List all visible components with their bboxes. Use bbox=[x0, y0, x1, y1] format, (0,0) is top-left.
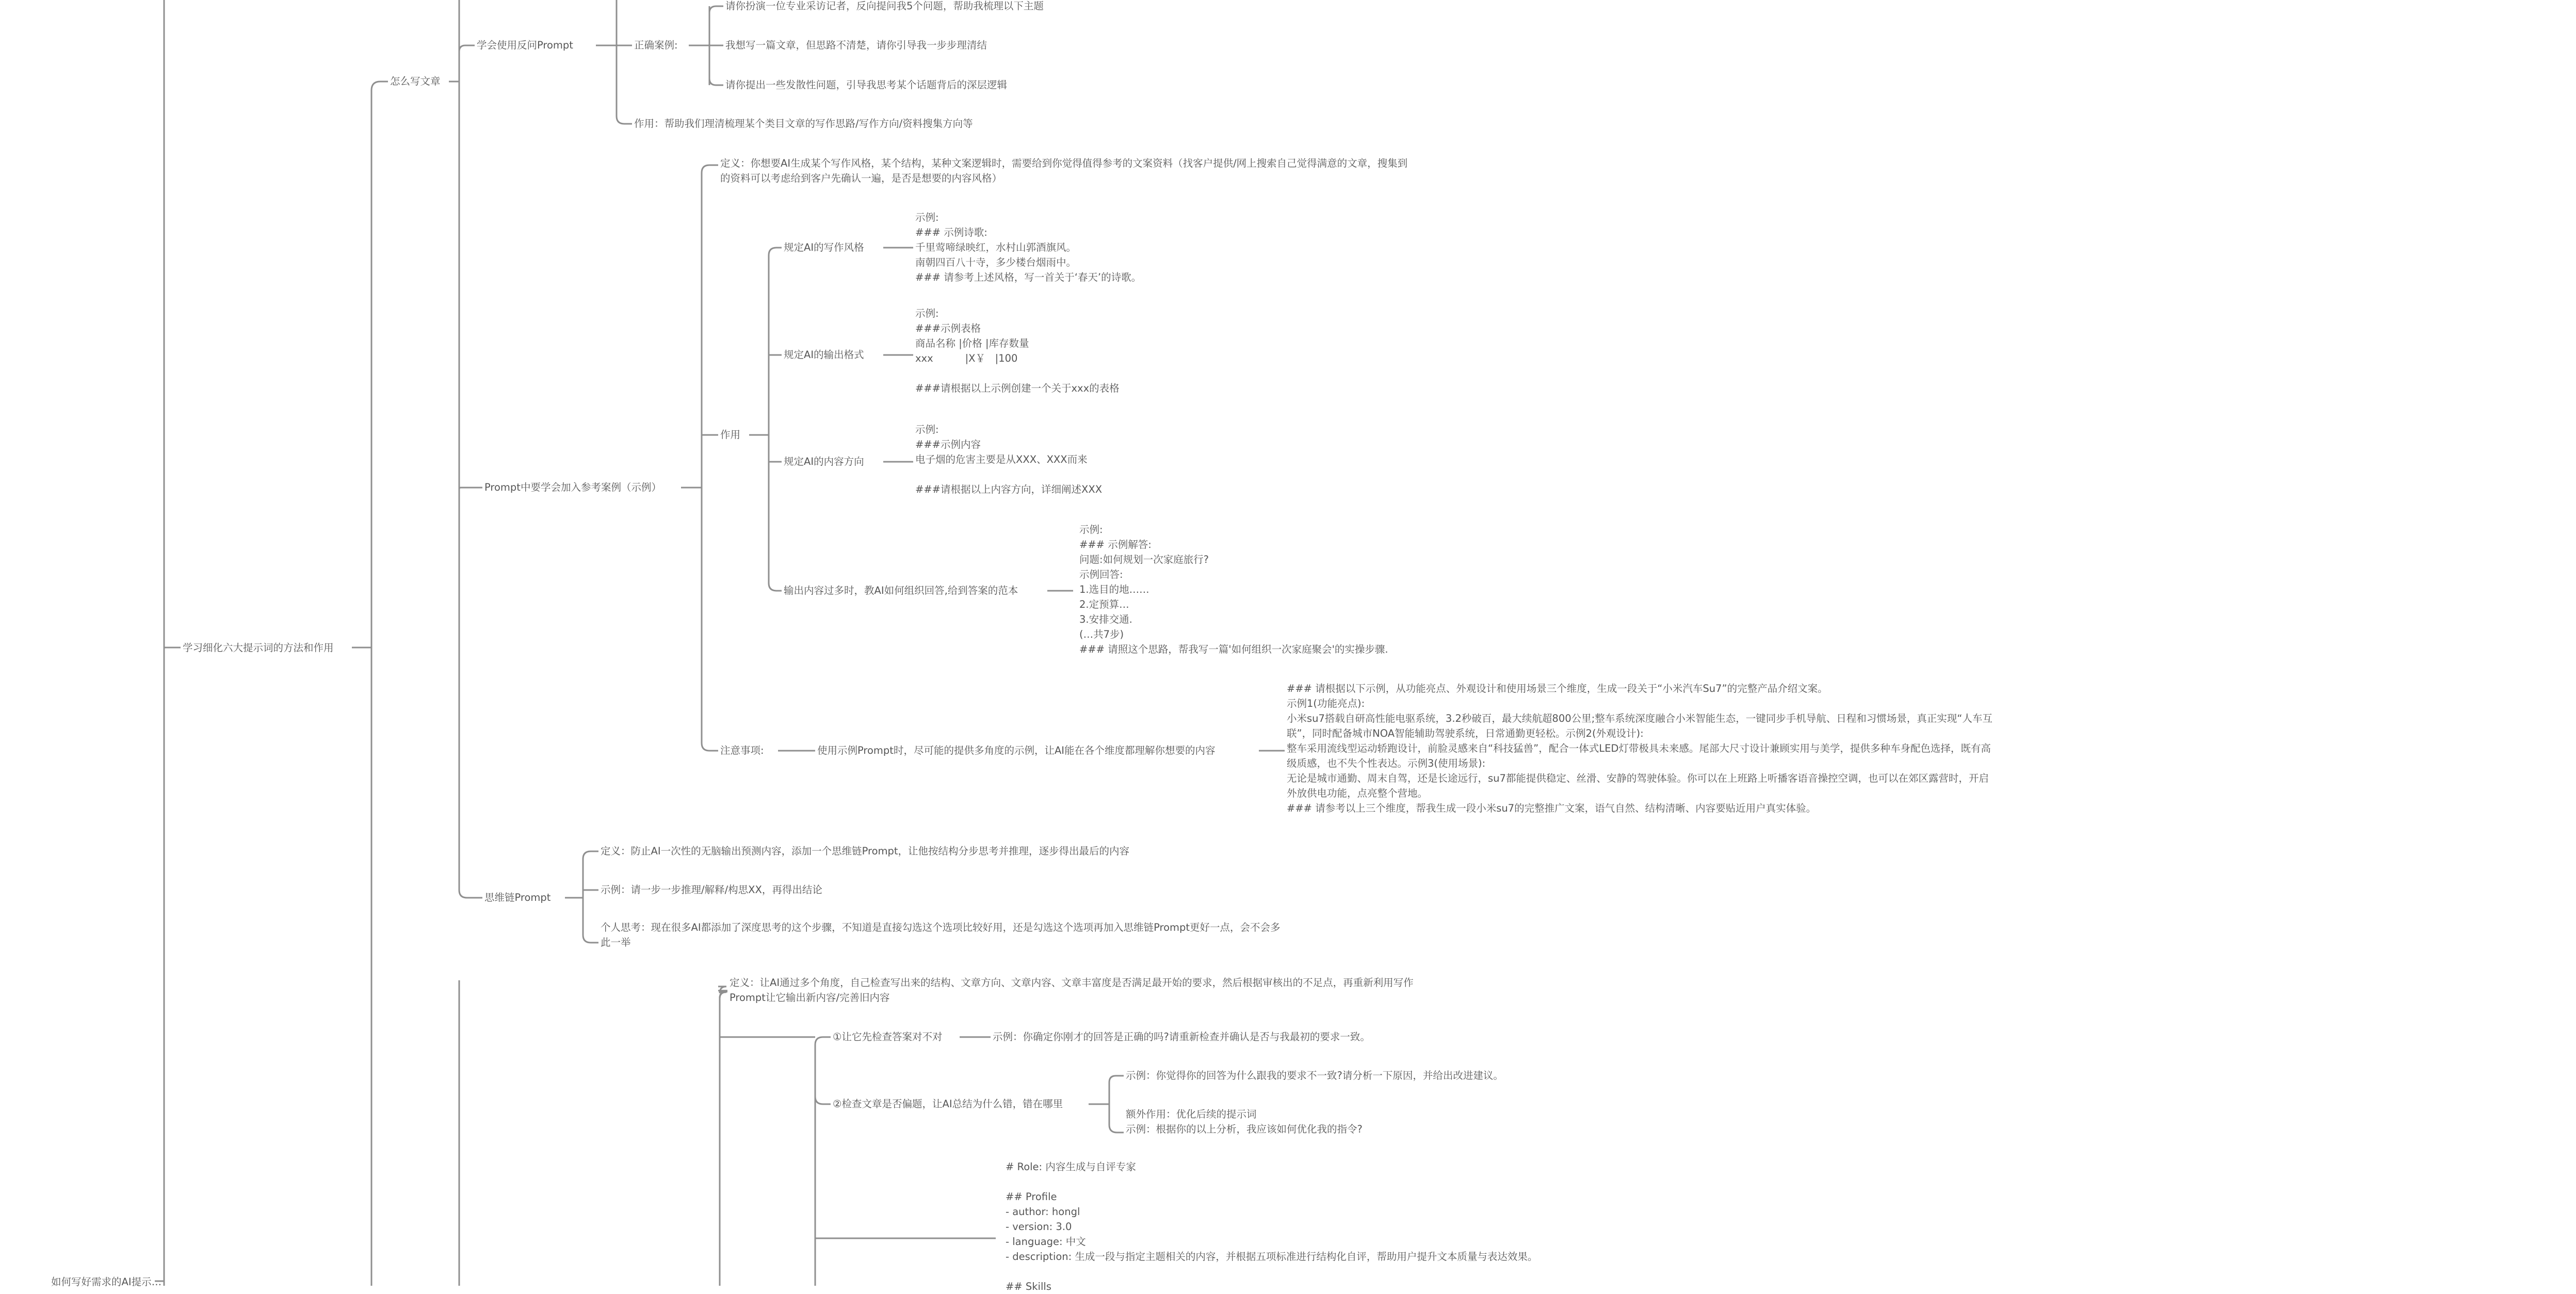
role-block[interactable]: # Role: 内容生成与自评专家 ## Profile - author: hongl - version: 3.0 - language: 中文 - description: 生成一段与指定主题相关的内容，并根据五项标准进行结构化自评，帮助用户提升文本质量与表达效果。 ## Skills bbox=[1006, 1161, 1538, 1292]
step2-example[interactable]: 示例：你觉得你的回答为什么跟我的要求不一致?请分析一下原因，并给出改进建议。 bbox=[1126, 1070, 1503, 1081]
node-format[interactable]: 规定AI的输出格式 bbox=[784, 349, 864, 361]
node-step2[interactable]: ②检查文章是否偏题，让AI总结为什么错，错在哪里 bbox=[833, 1098, 1063, 1110]
ref-definition[interactable]: 定义：你想要AI生成某个写作风格，某个结构，某种文案逻辑时，需要给到你觉得值得参考的文案资料（找客户提供/网上搜索自己觉得满意的文章，搜集到的资料可以考虑给到客户先确认一遍，是否是想要的内容风格） bbox=[720, 157, 1408, 184]
root-stub-label[interactable]: 如何写好需求的AI提示… bbox=[51, 1276, 162, 1288]
node-chain-of-thought[interactable]: 思维链Prompt bbox=[484, 892, 551, 903]
node-correct-cases[interactable]: 正确案例: bbox=[634, 39, 678, 51]
node-answer-template[interactable]: 输出内容过多时，教AI如何组织回答,给到答案的范本 bbox=[784, 585, 1018, 596]
node-notes[interactable]: 注意事项: bbox=[720, 745, 764, 756]
direction-example[interactable]: 示例: ###示例内容 电子烟的危害主要是从XXX、XXX而来 ###请根据以上内容方向，详细阐述XXX bbox=[915, 424, 1103, 495]
case-item-2[interactable]: 我想写一篇文章，但思路不清楚，请你引导我一步步理清结 bbox=[725, 39, 987, 51]
cot-definition[interactable]: 定义：防止AI一次性的无脑输出预测内容，添加一个思维链Prompt，让他按结构分步思考并推理，逐步得出最后的内容 bbox=[601, 845, 1130, 857]
case-item-1[interactable]: 请你扮演一位专业采访记者，反向提问我5个问题，帮助我梳理以下主题 bbox=[725, 0, 1044, 12]
step1-example[interactable]: 示例：你确定你刚才的回答是正确的吗?请重新检查并确认是否与我最初的要求一致。 bbox=[993, 1031, 1370, 1043]
node-reverse-purpose[interactable]: 作用：帮助我们理清梳理某个类目文章的写作思路/写作方向/资料搜集方向等 bbox=[634, 118, 973, 130]
self-definition[interactable]: 定义：让AI通过多个角度，自己检查写出来的结构、文章方向、文章内容、文章丰富度是否满足最开始的要求，然后根据审核出的不足点，再重新利用写作Prompt让它输出新内容/完善旧内容 bbox=[730, 977, 1414, 1004]
node-six-methods[interactable]: 学习细化六大提示词的方法和作用 bbox=[183, 642, 334, 654]
style-example[interactable]: 示例: ### 示例诗歌: 千里莺啼绿映红，水村山郭酒旗风。 南朝四百八十寺，多少楼台烟雨中。 ### 请参考上述风格，写一首关于‘春天’的诗歌。 bbox=[915, 212, 1142, 283]
step2-extra[interactable]: 额外作用：优化后续的提示词 示例：根据你的以上分析，我应该如何优化我的指令? bbox=[1126, 1108, 1363, 1135]
notes-text[interactable]: 使用示例Prompt时，尽可能的提供多角度的示例，让AI能在各个维度都理解你想要的内容 bbox=[817, 745, 1216, 756]
node-ref-role[interactable]: 作用 bbox=[720, 429, 741, 441]
node-reverse-prompt[interactable]: 学会使用反问Prompt bbox=[477, 39, 573, 51]
node-how-to-write[interactable]: 怎么写文章 bbox=[390, 75, 441, 87]
format-example[interactable]: 示例: ###示例表格 商品名称 |价格 |库存数量 xxx |X￥ |100 ###请根据以上示例创建一个关于xxx的表格 bbox=[915, 308, 1120, 394]
cot-example[interactable]: 示例：请一步一步推理/解释/构思XX，再得出结论 bbox=[601, 884, 822, 896]
node-reference-examples[interactable]: Prompt中要学会加入参考案例（示例） bbox=[484, 481, 661, 493]
notes-example[interactable]: ### 请根据以下示例，从功能亮点、外观设计和使用场景三个维度，生成一段关于“小米汽车Su7”的完整产品介绍文案。 示例1(功能亮点): 小米su7搭载自研高性能电驱系统，3.2秒破百，最大续航超800公里;整车系统深度融合小米智能生态，一键同步手机导航、日程和习惯场景，真正实现“人车互联”，同时配备城市NOA智能辅助驾驶系统，日常通勤更轻松。示例2(外观设计): 整车采用流线型运动轿跑设计，前脸灵感来自“科技猛兽”，配合一体式LED灯带极具未来感。尾部大尺寸设计兼顾实用与美学，提供多种车身配色选择，既有高级质感，也不失个性表达。示例3(使用场景): 无论是城市通勤、周末自驾，还是长途远行，su7都能提供稳定、丝滑、安静的驾驶体验。你可以在上班路上听播客语音操控空调，也可以在郊区露营时，开启外放供电功能，点亮整个营地。 ### 请参考以上三个维度，帮我生成一段小米su7的完整推广文案，语气自然、结构清晰、内容要贴近用户真实体验。 bbox=[1287, 683, 1992, 814]
case-item-3[interactable]: 请你提出一些发散性问题，引导我思考某个话题背后的深层逻辑 bbox=[725, 79, 1008, 91]
cot-thought[interactable]: 个人思考：现在很多AI都添加了深度思考的这个步骤，不知道是直接勾选这个选项比较好用，还是勾选这个选项再加入思维链Prompt更好一点，会不会多此一举 bbox=[601, 921, 1281, 948]
answer-template-example[interactable]: 示例: ### 示例解答: 问题:如何规划一次家庭旅行? 示例回答: 1.选目的地…… 2.定预算… 3.安排交通. (…共7步) ### 请照这个思路，帮我写一篇'如何组织一次家庭聚会'的实操步骤. bbox=[1079, 524, 1388, 655]
node-step1[interactable]: ①让它先检查答案对不对 bbox=[833, 1031, 943, 1043]
node-direction[interactable]: 规定AI的内容方向 bbox=[784, 456, 864, 467]
node-style[interactable]: 规定AI的写作风格 bbox=[784, 241, 864, 253]
